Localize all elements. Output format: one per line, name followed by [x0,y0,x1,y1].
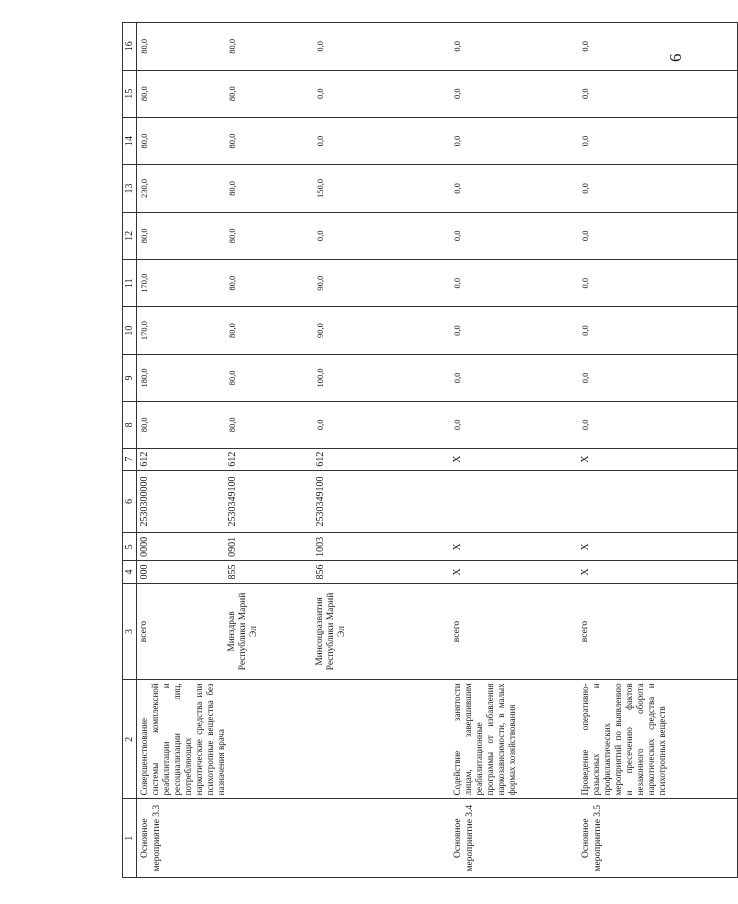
table-row [137,23,225,878]
expense-type-code: Х [578,448,738,470]
header-cell: 1 [123,799,137,878]
amount-value: 0,0 [313,70,450,117]
expense-type-code: 612 [137,448,225,470]
amount-value: 170,0 [137,260,225,307]
header-cell: 9 [123,354,137,401]
activity-description: Совершенствование системы комплексной реабилитации и ресоциализации лиц, потребляющих наркотические средства или психотропные вещества без назначения врача [137,680,450,799]
section-code: Х [450,533,578,561]
amount-value: 80,0 [225,402,313,448]
section-code: 0901 [225,533,313,561]
section-code: Х [578,533,738,561]
expense-type-code: Х [450,448,578,470]
section-code: 1003 [313,533,450,561]
amount-value: 80,0 [225,260,313,307]
grbs-code: 856 [313,561,450,583]
activity-code: Основное мероприятие 3.4 [450,799,578,878]
header-cell: 13 [123,165,137,212]
amount-value: 0,0 [450,402,578,448]
grbs-code: 000 [137,561,225,583]
header-cell: 5 [123,533,137,561]
amount-value: 0,0 [450,260,578,307]
amount-value: 180,0 [137,354,225,401]
target-item-code: 2530349100 [225,470,313,533]
header-cell: 7 [123,448,137,470]
amount-value: 0,0 [450,307,578,354]
amount-value: 0,0 [313,23,450,71]
amount-value: 0,0 [578,402,738,448]
header-cell: 15 [123,70,137,117]
executor: Минсоцразвития Республики Марий Эл [313,583,450,680]
expense-type-code: 612 [225,448,313,470]
amount-value: 80,0 [225,117,313,164]
amount-value: 0,0 [578,354,738,401]
amount-value: 80,0 [137,402,225,448]
amount-value: 0,0 [450,212,578,259]
amount-value: 80,0 [225,212,313,259]
amount-value: 0,0 [578,307,738,354]
table-body [137,23,738,878]
budget-table [122,22,738,878]
activity-description: Содействие занятости лицам, завершившим реабилитационные программы от избавления наркозависимости, в малых формах хозяйствования [450,680,578,799]
activity-code: Основное мероприятие 3.5 [578,799,738,878]
amount-value: 0,0 [578,165,738,212]
amount-value: 80,0 [137,117,225,164]
grbs-code: 855 [225,561,313,583]
target-item-code [450,470,578,533]
amount-value: 80,0 [225,354,313,401]
amount-value: 0,0 [313,212,450,259]
amount-value: 80,0 [225,307,313,354]
header-cell: 4 [123,561,137,583]
amount-value: 90,0 [313,307,450,354]
amount-value: 0,0 [313,402,450,448]
amount-value: 80,0 [225,70,313,117]
amount-value: 0,0 [578,70,738,117]
page-number: 6 [666,53,685,62]
amount-value: 170,0 [137,307,225,354]
amount-value: 100,0 [313,354,450,401]
header-cell: 8 [123,402,137,448]
activity-description: Проведение оперативно-разыскных и профилактических мероприятий по выявлению и пресечению фактов незаконного оборота наркотических средства и психотропных веществ [578,680,738,799]
amount-value: 0,0 [578,260,738,307]
header-cell: 16 [123,23,137,71]
section-code: 0000 [137,533,225,561]
header-cell: 14 [123,117,137,164]
amount-value: 80,0 [225,165,313,212]
target-item-code: 2530349100 [313,470,450,533]
amount-value: 230,0 [137,165,225,212]
header-cell: 6 [123,470,137,533]
amount-value: 80,0 [137,23,225,71]
activity-code: Основное мероприятие 3.3 [137,799,450,878]
amount-value: 80,0 [137,212,225,259]
table-row [578,23,738,878]
target-item-code: 2530300000 [137,470,225,533]
header-cell: 3 [123,583,137,680]
amount-value: 80,0 [137,70,225,117]
amount-value: 0,0 [450,165,578,212]
header-cell: 11 [123,260,137,307]
executor: всего [450,583,578,680]
amount-value: 0,0 [578,23,738,71]
amount-value: 0,0 [450,117,578,164]
header-cell: 12 [123,212,137,259]
header-cell: 10 [123,307,137,354]
amount-value: 90,0 [313,260,450,307]
amount-value: 0,0 [450,70,578,117]
header-cell: 2 [123,680,137,799]
executor: всего [137,583,225,680]
header-row [123,23,137,878]
amount-value: 0,0 [578,212,738,259]
amount-value: 0,0 [578,117,738,164]
table-row [450,23,578,878]
target-item-code [578,470,738,533]
grbs-code: Х [578,561,738,583]
amount-value: 0,0 [313,117,450,164]
amount-value: 0,0 [450,354,578,401]
amount-value: 80,0 [225,23,313,71]
executor: Минздрав Республики Марий Эл [225,583,313,680]
expense-type-code: 612 [313,448,450,470]
amount-value: 0,0 [450,23,578,71]
amount-value: 150,0 [313,165,450,212]
grbs-code: Х [450,561,578,583]
executor: всего [578,583,738,680]
